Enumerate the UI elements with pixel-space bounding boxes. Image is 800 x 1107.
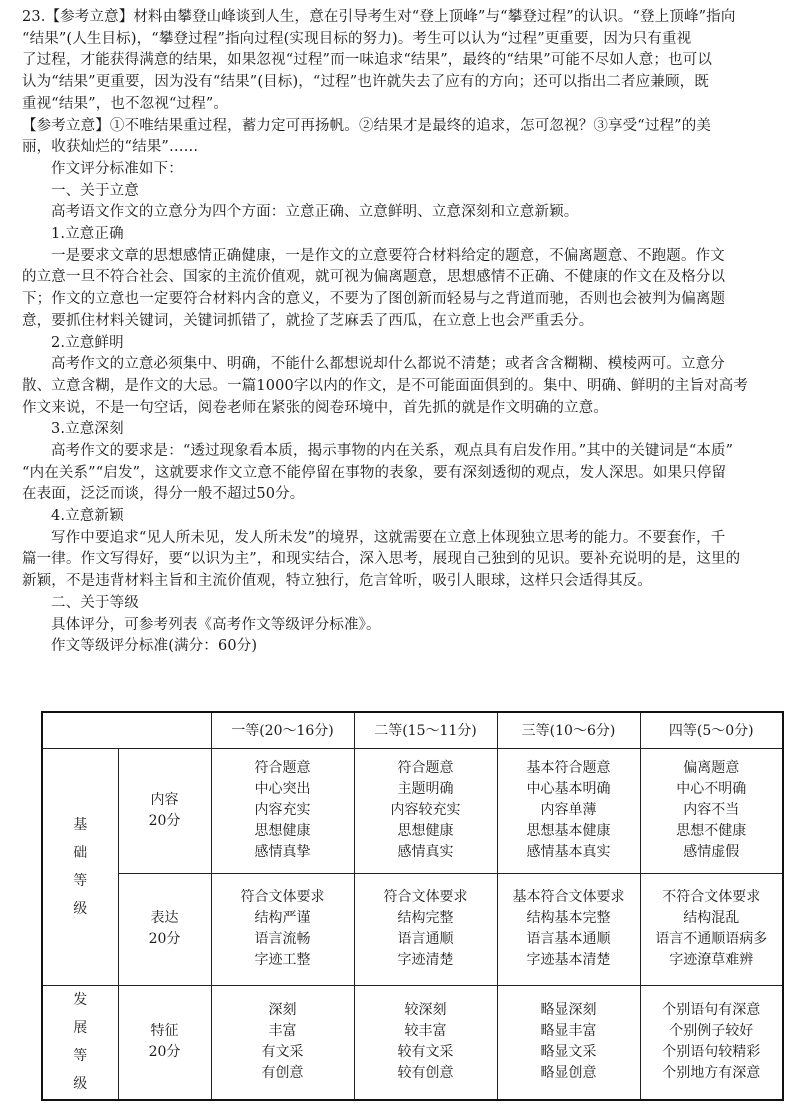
paragraph xyxy=(22,181,778,203)
text-line: 重视“结果”，也不忽视“过程”。 xyxy=(22,95,229,112)
cell-line: 内容不当 xyxy=(683,802,740,818)
paragraph xyxy=(22,354,778,419)
cell-line: 感情真实 xyxy=(397,844,454,860)
text-line: 作文评分标准如下： xyxy=(51,160,183,177)
text-line: “结果”(人生目标)，“攀登过程”指向过程(实现目标的努力)。考生可以认为“过程”更重要，因为只有重视 xyxy=(22,30,692,47)
cell-line: 内容充实 xyxy=(254,802,311,818)
cell-line: 中心基本明确 xyxy=(526,781,611,797)
text-line: 2.立意鲜明 xyxy=(51,334,124,351)
table-header-row xyxy=(42,712,783,748)
cell-line: 内容单薄 xyxy=(540,802,597,818)
cell-line: 较有创意 xyxy=(397,1065,454,1082)
paragraph xyxy=(22,202,778,224)
cell-line: 感情基本真实 xyxy=(526,844,611,860)
expression-grade-3 xyxy=(497,873,640,985)
cell-line: 略显深刻 xyxy=(540,1002,597,1019)
cell-line: 不符合文体要求 xyxy=(662,889,761,905)
cell-line: 个别语句有深意 xyxy=(662,1002,761,1019)
text-line: 写作中要追求“见人所未见，发人所未发”的境界，这就需要在立意上体现独立思考的能力。不要套作，千 xyxy=(51,529,726,546)
cell-line: 个别地方有深意 xyxy=(662,1065,761,1082)
text-line: 23.【参考立意】材料由攀登山峰谈到人生，意在引导考生对“登上顶峰”与“攀登过程”的认识。“登上顶峰”指向 xyxy=(22,9,736,25)
feature-grade-1 xyxy=(211,985,354,1100)
cell-line: 基本符合文体要求 xyxy=(512,889,625,905)
cell-line: 字迹工整 xyxy=(254,952,311,968)
table-row xyxy=(42,748,783,873)
paragraph xyxy=(22,7,778,115)
cell-line: 内容较充实 xyxy=(390,802,461,818)
table-row xyxy=(42,985,783,1100)
cell-line: 思想不健康 xyxy=(676,823,747,839)
paragraph xyxy=(22,593,778,615)
text-line: 了过程，才能获得满意的结果，如果忽视“过程”而一味追求“结果”，最终的“结果”可能不尽如人意；也可以 xyxy=(22,52,712,69)
cell-line: 有文采 xyxy=(261,1044,304,1061)
text-line: 高考作文的要求是：“透过现象看本质，揭示事物的内在关系，观点具有启发作用。”其中的关键词是“本质” xyxy=(51,443,734,459)
text-line: 具体评分，可参考列表《高考作文等级评分标准》。 xyxy=(51,616,381,633)
basic-level-label: 基 础 等 级 xyxy=(42,748,118,985)
text-line: 在表面，泛泛而谈，得分一般不超过50分。 xyxy=(22,486,305,503)
header-grade-1: 一等(20～16分) xyxy=(211,712,354,748)
expression-grade-1 xyxy=(211,873,354,985)
cell-line: 字迹清楚 xyxy=(397,952,454,968)
feature-label: 特征 20分 xyxy=(118,985,211,1100)
header-grade-3: 三等(10～6分) xyxy=(497,712,640,748)
cell-line: 深刻 xyxy=(268,1002,297,1019)
paragraph xyxy=(22,528,778,593)
text-line: 作文来说，不是一句空话，阅卷老师在紧张的阅卷环境中，首先抓的就是作文明确的立意。 xyxy=(22,399,608,416)
content-grade-2 xyxy=(354,748,497,873)
expression-grade-4 xyxy=(640,873,783,985)
cell-line: 丰富 xyxy=(268,1023,297,1040)
paragraph xyxy=(22,615,778,637)
cell-line: 符合文体要求 xyxy=(240,889,325,905)
cell-line: 感情真挚 xyxy=(254,844,311,860)
text-line: 散、立意含糊，是作文的大忌。一篇1000字以内的作文，是不可能面面俱到的。集中、明确、鲜明的主旨对高考 xyxy=(22,377,749,394)
text-line: 作文等级评分标准(满分：60分) xyxy=(51,638,258,655)
text-line: 意，要抓住材料关键词，关键词抓错了，就捡了芝麻丢了西瓜，在立意上也会严重丢分。 xyxy=(22,312,594,329)
paragraph xyxy=(22,116,778,159)
expression-label: 表达 20分 xyxy=(118,873,211,985)
cell-line: 结构混乱 xyxy=(683,910,740,926)
cell-line: 思想健康 xyxy=(254,823,311,839)
header-grade-2: 二等(15～11分) xyxy=(354,712,497,748)
text-line: 下；作文的立意也一定要符合材料内含的意义，不要为了图创新而轻易与之背道而驰，否则也会被判为偏离题 xyxy=(22,291,726,308)
development-level-label: 发 展 等 级 xyxy=(42,985,118,1100)
cell-line: 主题明确 xyxy=(397,781,454,797)
cell-line: 有创意 xyxy=(261,1065,304,1082)
cell-line: 思想基本健康 xyxy=(526,823,611,839)
header-corner xyxy=(42,712,211,748)
paragraph xyxy=(22,246,778,333)
text-line: “内在关系”“启发”，这就要求作文立意不能停留在事物的表象，要有深刻透彻的观点，发人深思。如果只停留 xyxy=(22,464,727,481)
text-line: 的立意一旦不符合社会、国家的主流价值观，就可视为偏离题意，思想感情不正确、不健康的作文在及格分以 xyxy=(22,269,726,286)
grading-table xyxy=(41,711,784,1101)
cell-line: 中心不明确 xyxy=(676,781,747,797)
paragraph xyxy=(22,159,778,181)
text-line: 二、关于等级 xyxy=(51,594,139,611)
cell-line: 较有文采 xyxy=(397,1044,454,1061)
cell-line: 个别语句较精彩 xyxy=(662,1044,761,1061)
cell-line: 结构完整 xyxy=(397,910,454,926)
cell-line: 结构严谨 xyxy=(254,910,311,926)
cell-line: 符合文体要求 xyxy=(383,889,468,905)
cell-line: 感情虚假 xyxy=(683,844,740,860)
feature-grade-3 xyxy=(497,985,640,1100)
text-line: 篇一律。作文写得好，要“以识为主”，和现实结合，深入思考，展现自己独到的见识。要补充说明的是，这里的 xyxy=(22,551,741,568)
text-line: 3.立意深刻 xyxy=(51,421,124,438)
text-line: 认为“结果”更重要，因为没有“结果”(目标)，“过程”也许就失去了应有的方向；还可以指出二者应兼顾，既 xyxy=(22,74,709,91)
text-line: 丽，收获灿烂的“结果”…… xyxy=(22,139,199,156)
header-grade-4: 四等(5～0分) xyxy=(640,712,783,748)
paragraph xyxy=(22,224,778,246)
text-line: 4.立意新颖 xyxy=(51,508,124,525)
paragraph xyxy=(22,419,778,441)
paragraph xyxy=(22,441,778,506)
feature-grade-2 xyxy=(354,985,497,1100)
text-line: 高考作文的立意必须集中、明确，不能什么都想说却什么都说不清楚；或者含含糊糊、模棱两可。立意分 xyxy=(51,356,725,373)
text-line: 新颖，不是违背材料主旨和主流价值观，特立独行，危言耸听，吸引人眼球，这样只会适得其反。 xyxy=(22,573,652,590)
cell-line: 中心突出 xyxy=(254,781,311,797)
text-line: 高考语文作文的立意分为四个方面：立意正确、立意鲜明、立意深刻和立意新颖。 xyxy=(51,204,579,221)
cell-line: 语言通顺 xyxy=(397,931,454,947)
cell-line: 语言基本通顺 xyxy=(526,931,611,947)
text-line: 1.立意正确 xyxy=(51,226,124,242)
cell-line: 思想健康 xyxy=(397,823,454,839)
content-grade-1 xyxy=(211,748,354,873)
cell-line: 较深刻 xyxy=(404,1002,447,1019)
feature-grade-4 xyxy=(640,985,783,1100)
text-line: 【参考立意】①不唯结果重过程，蓄力定可再扬帆。②结果才是最终的追求，怎可忽视？③享受“过程”的美 xyxy=(22,117,712,134)
text-line: 一是要求文章的思想感情正确健康，一是作文的立意要符合材料给定的题意，不偏离题意、不跑题。作文 xyxy=(51,247,725,264)
paragraph xyxy=(22,636,778,658)
cell-line: 语言不通顺语病多 xyxy=(655,931,768,947)
paragraph xyxy=(22,506,778,528)
expression-grade-2 xyxy=(354,873,497,985)
cell-line: 较丰富 xyxy=(404,1023,447,1040)
cell-line: 基本符合题意 xyxy=(526,760,611,776)
content-grade-4 xyxy=(640,748,783,873)
cell-line: 结构基本完整 xyxy=(526,910,611,926)
cell-line: 符合题意 xyxy=(397,760,454,776)
table-row xyxy=(42,873,783,985)
content-grade-3 xyxy=(497,748,640,873)
cell-line: 略显丰富 xyxy=(540,1023,597,1040)
cell-line: 字迹潦草难辨 xyxy=(669,952,754,968)
cell-line: 偏离题意 xyxy=(683,760,740,776)
cell-line: 语言流畅 xyxy=(254,931,311,947)
cell-line: 略显文采 xyxy=(540,1044,597,1061)
content-label: 内容 20分 xyxy=(118,748,211,873)
cell-line: 字迹基本清楚 xyxy=(526,952,611,968)
paragraph xyxy=(22,333,778,355)
text-line: 一、关于立意 xyxy=(51,182,139,199)
cell-line: 符合题意 xyxy=(254,760,311,776)
cell-line: 个别例子较好 xyxy=(669,1023,754,1040)
cell-line: 略显创意 xyxy=(540,1065,597,1082)
